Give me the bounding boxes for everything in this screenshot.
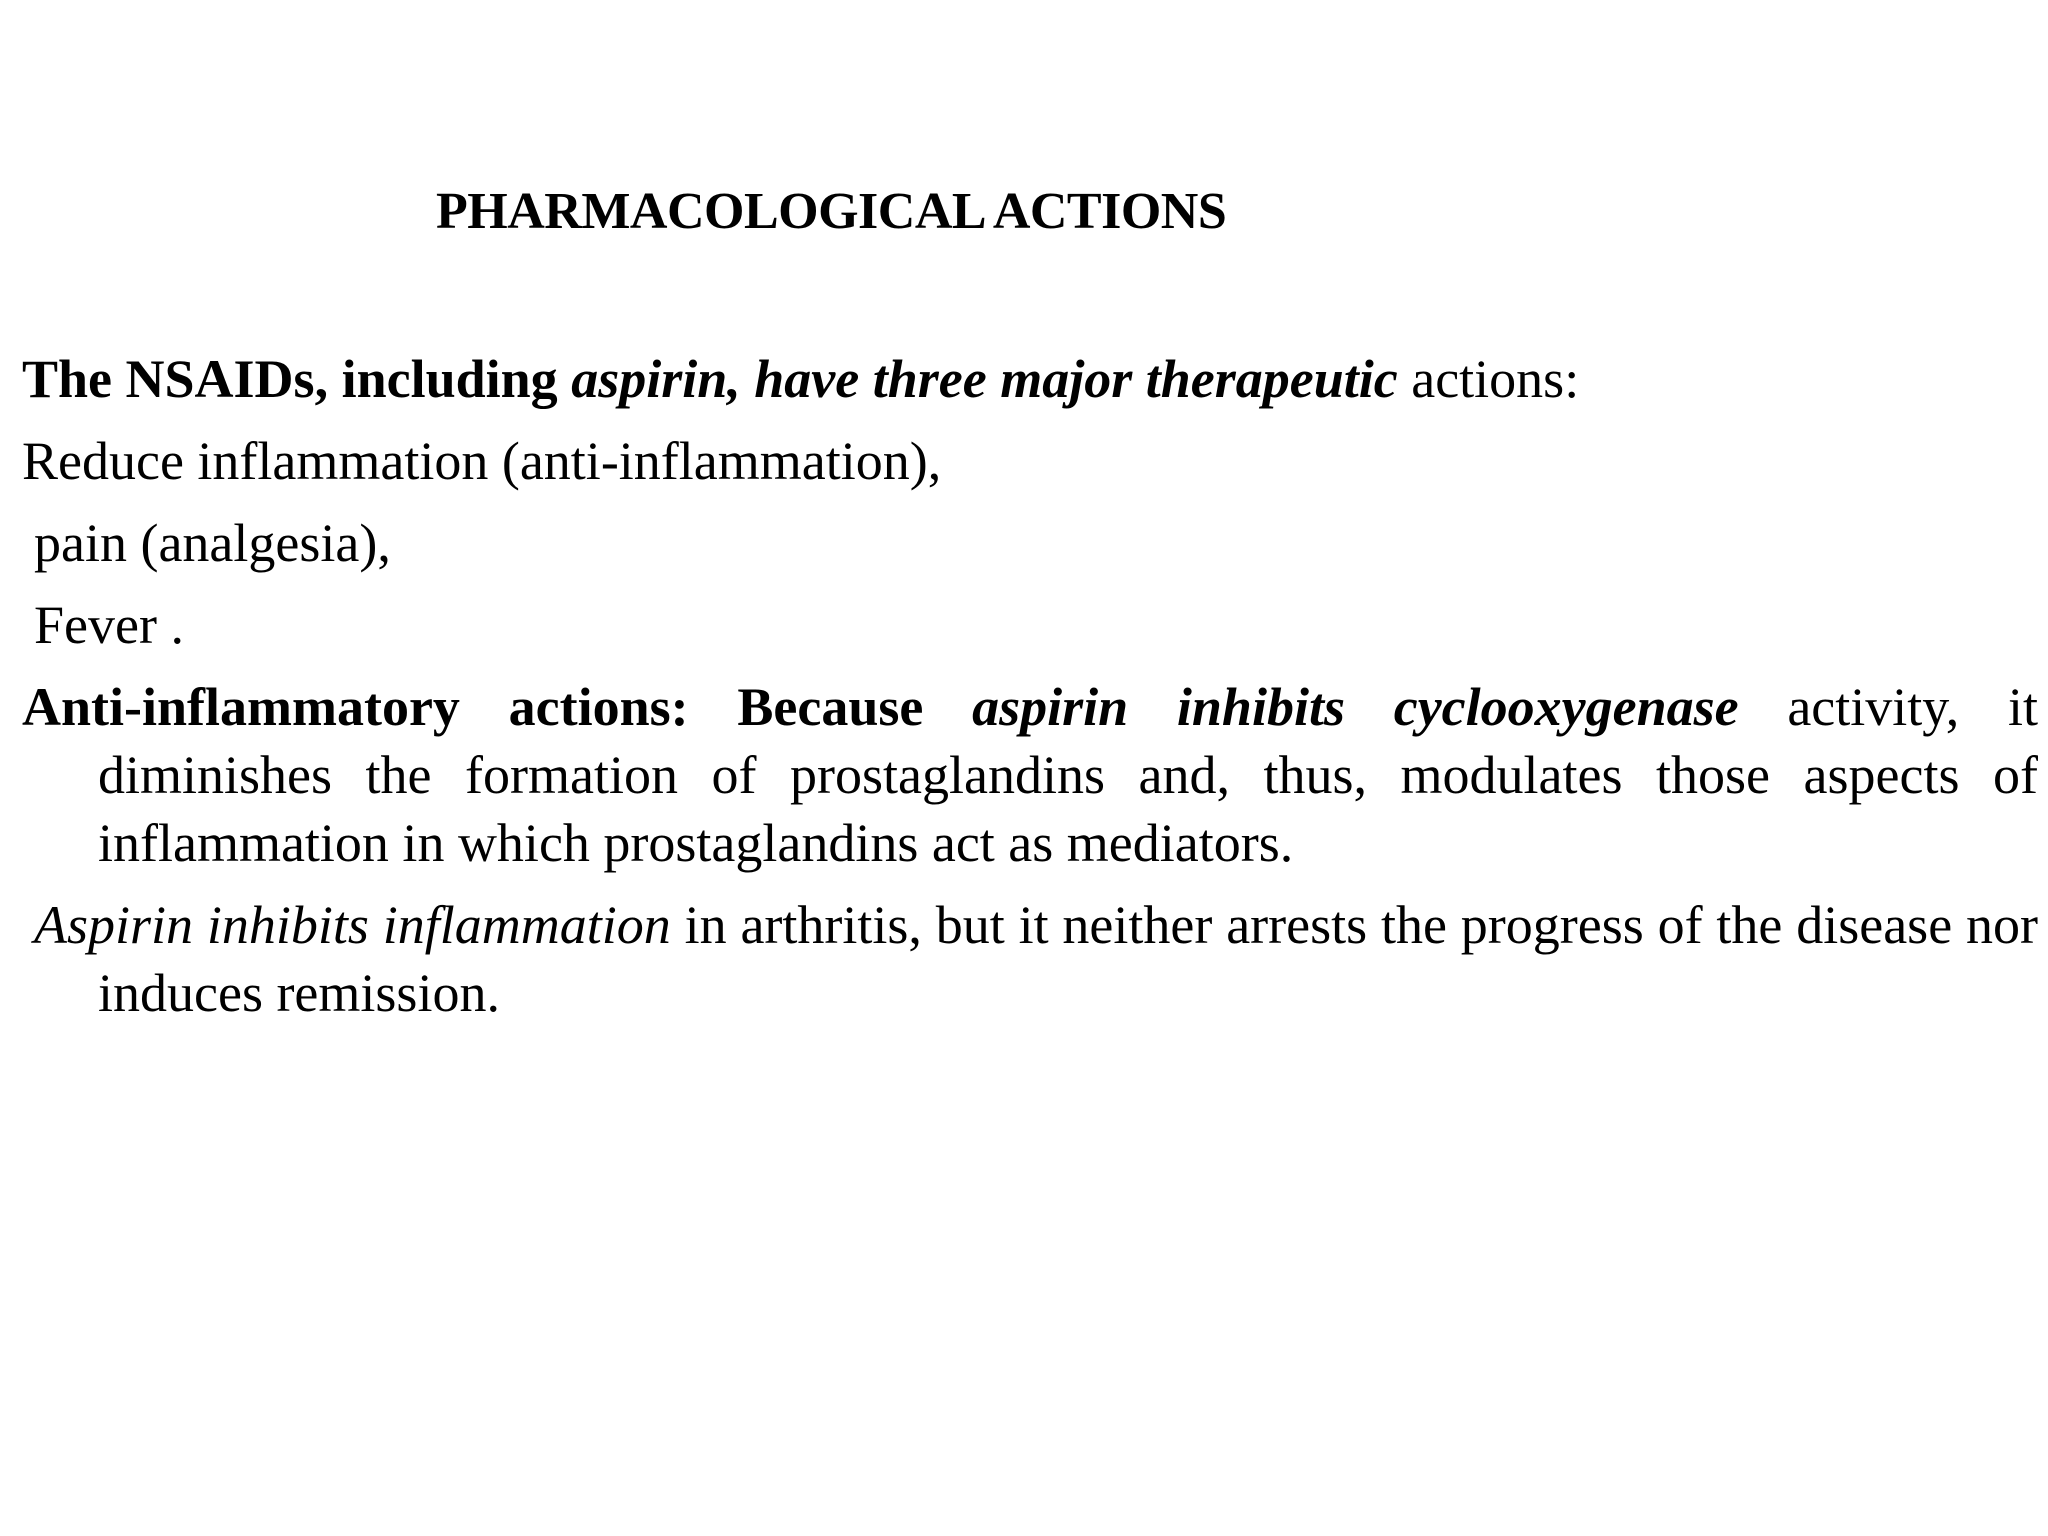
intro-regular: actions: xyxy=(1397,349,1580,409)
slide-title: PHARMACOLOGICAL ACTIONS xyxy=(436,183,1227,240)
paragraph2-regular: in arthritis, but it neither arrests the progress of the disease nor induces remission. xyxy=(98,895,2038,1023)
intro-bold: The NSAIDs, including xyxy=(22,349,572,409)
paragraph2-italic: Aspirin inhibits inflammation xyxy=(34,895,671,955)
slide-body xyxy=(22,345,2038,1027)
paragraph1-bold: Anti-inflammatory actions: Because xyxy=(22,677,973,737)
intro-bold-italic: aspirin, have three major therapeutic xyxy=(571,349,1398,409)
paragraph1-bold-italic: aspirin inhibits cyclooxygenase xyxy=(972,677,1739,737)
paragraph-arthritis xyxy=(22,891,2038,1027)
intro-line xyxy=(22,345,2038,427)
list-item-pain: pain (analgesia), xyxy=(34,513,391,573)
list-item-inflammation: Reduce inflammation (anti-inflammation), xyxy=(22,431,942,491)
list-item-fever: Fever . xyxy=(34,595,184,655)
paragraph1-regular: activity, it diminishes the formation of prostaglandins and, thus, modulates those aspects of inflammation in which prostaglandins act as mediators. xyxy=(98,677,2038,873)
paragraph-anti-inflammatory xyxy=(22,673,2038,877)
